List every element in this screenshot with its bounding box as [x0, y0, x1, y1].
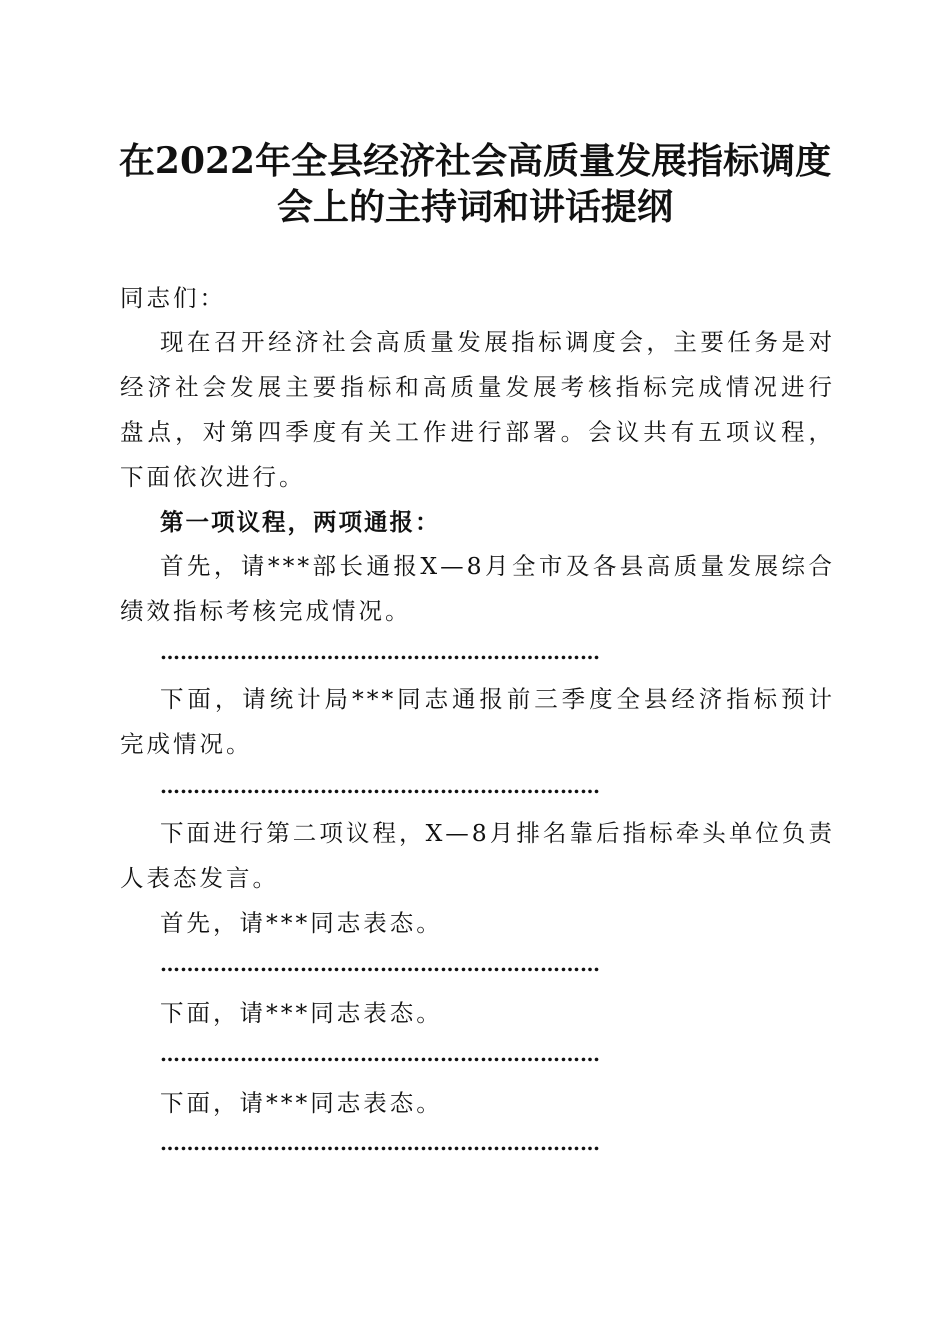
document-title-line-1: 在2022年全县经济社会高质量发展指标调度	[118, 140, 832, 182]
greeting: 同志们：	[120, 284, 226, 312]
ellipsis-separator: …………………………………………………………	[160, 1042, 600, 1066]
ellipsis-separator: …………………………………………………………	[160, 952, 600, 976]
ellipsis-separator: …………………………………………………………	[160, 774, 600, 798]
agenda1-heading: 第一项议程，两项通报：	[160, 508, 441, 536]
ellipsis-separator: …………………………………………………………	[160, 1131, 600, 1155]
intro-paragraph: 现在召开经济社会高质量发展指标调度会，主要任务是对经济社会发展主要指标和高质量发展考核指标完成情况进行盘点，对第四季度有关工作进行部署。会议共有五项议程，下面依次进行。	[120, 328, 835, 491]
speaker3-paragraph: 下面，请***同志表态。	[160, 1089, 443, 1117]
speaker2-paragraph: 下面，请***同志表态。	[160, 999, 443, 1027]
speaker1-paragraph: 首先，请***同志表态。	[160, 909, 443, 937]
agenda1-second-paragraph: 下面，请统计局***同志通报前三季度全县经济指标预计完成情况。	[120, 685, 835, 758]
agenda2-paragraph: 下面进行第二项议程，X—8月排名靠后指标牵头单位负责人表态发言。	[120, 819, 835, 892]
document-title-line-2: 会上的主持词和讲话提纲	[276, 186, 673, 228]
agenda1-first-paragraph: 首先，请***部长通报X—8月全市及各县高质量发展综合绩效指标考核完成情况。	[120, 552, 835, 625]
ellipsis-separator: …………………………………………………………	[160, 640, 600, 664]
